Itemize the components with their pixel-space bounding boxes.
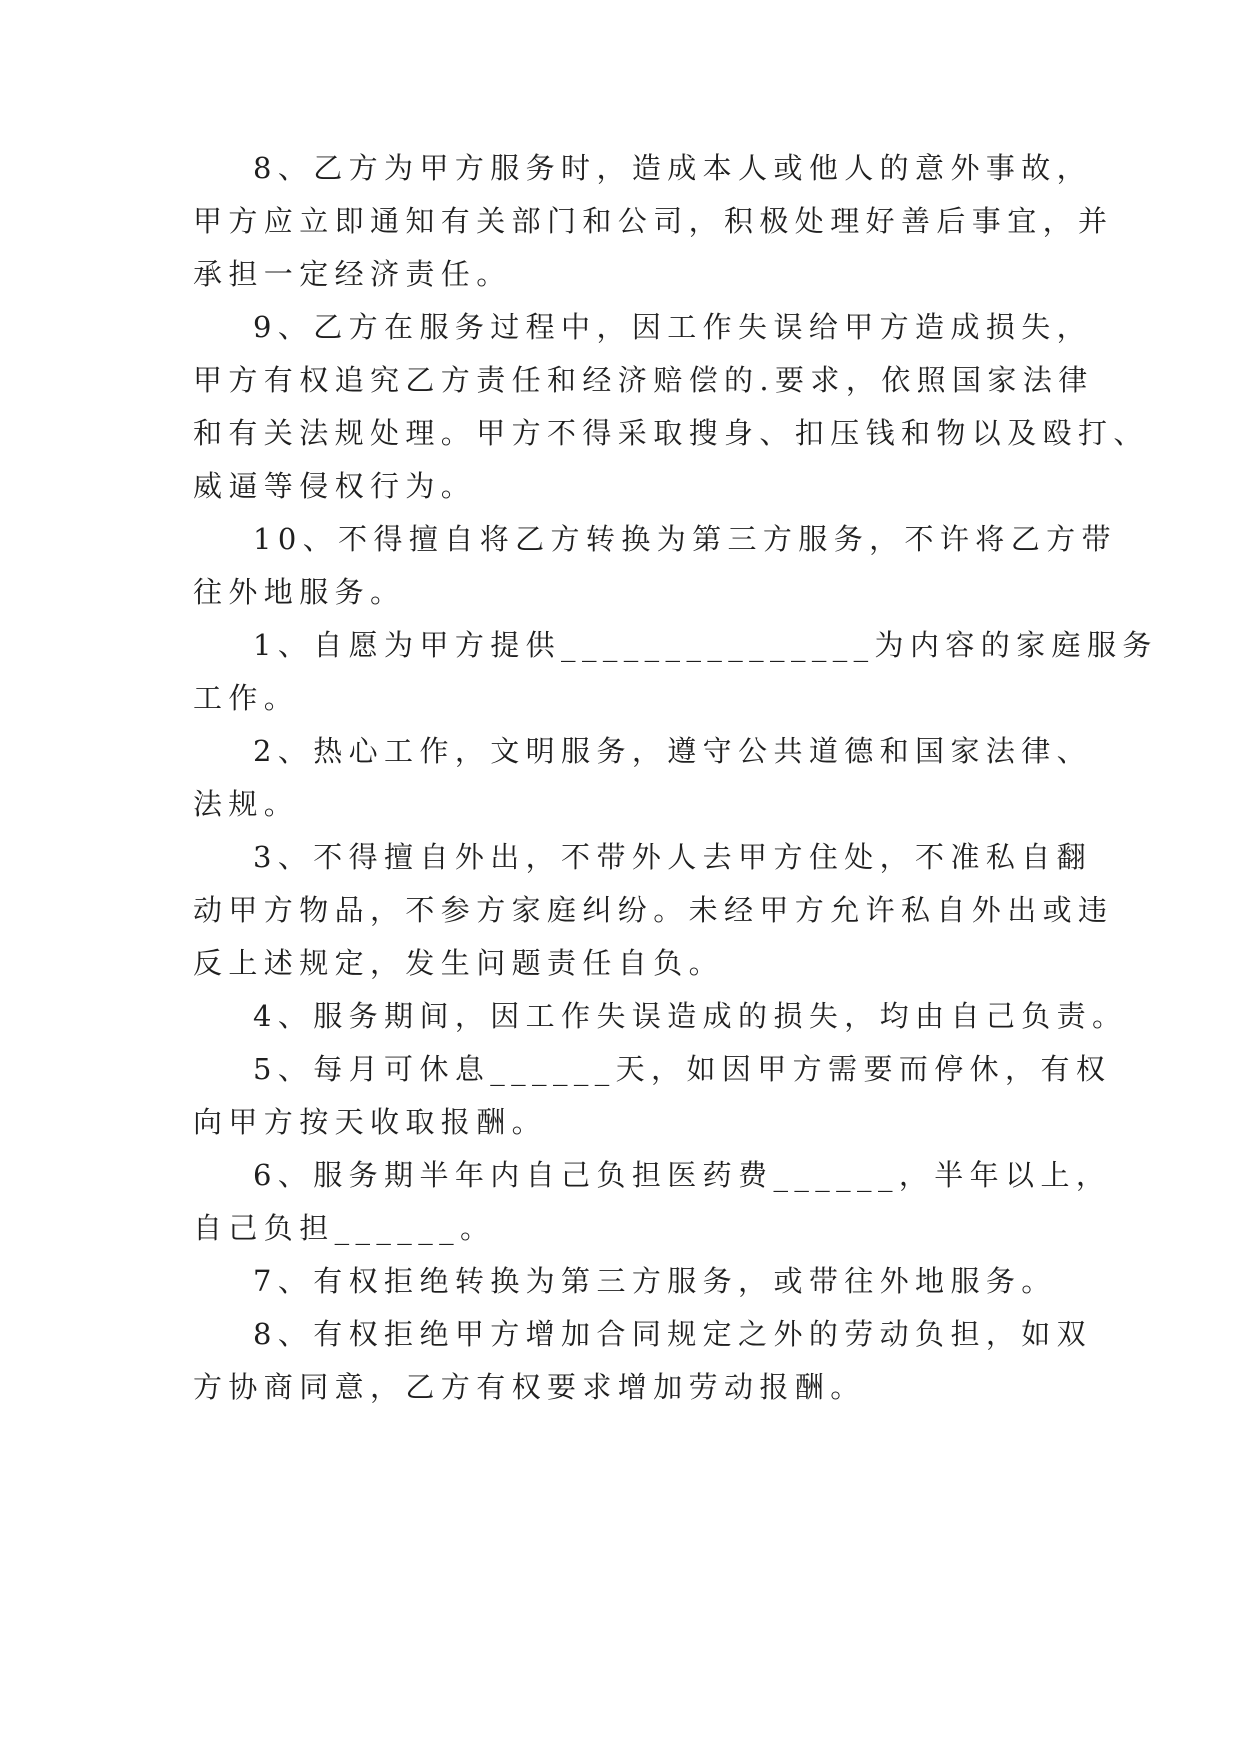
paragraph-line: 7、有权拒绝转换为第三方服务，或带往外地服务。	[253, 1264, 1057, 1298]
paragraph-line: 甲方有权追究乙方责任和经济赔偿的.要求，依照国家法律	[193, 363, 1094, 397]
paragraph-line: 方协商同意，乙方有权要求增加劳动报酬。	[193, 1370, 866, 1404]
paragraph-line: 5、每月可休息______天，如因甲方需要而停休，有权	[253, 1052, 1112, 1086]
paragraph-line: 威逼等侵权行为。	[193, 469, 477, 503]
paragraph-line: 工作。	[193, 681, 300, 715]
paragraph-line: 10、不得擅自将乙方转换为第三方服务，不许将乙方带	[253, 522, 1117, 556]
paragraph-line: 3、不得擅自外出，不带外人去甲方住处，不准私自翻	[253, 840, 1093, 874]
paragraph-line: 和有关法规处理。甲方不得采取搜身、扣压钱和物以及殴打、	[193, 416, 1149, 450]
paragraph-line: 向甲方按天收取报酬。	[193, 1105, 548, 1139]
paragraph-line: 反上述规定，发生问题责任自负。	[193, 946, 725, 980]
paragraph-line: 8、乙方为甲方服务时，造成本人或他人的意外事故，	[253, 151, 1093, 185]
paragraph-line: 6、服务期半年内自己负担医药费______，半年以上，	[253, 1158, 1112, 1192]
paragraph-line: 甲方应立即通知有关部门和公司，积极处理好善后事宜，并	[193, 204, 1114, 238]
paragraph-line: 动甲方物品，不参方家庭纠纷。未经甲方允许私自外出或违	[193, 893, 1114, 927]
paragraph-line: 4、服务期间，因工作失误造成的损失，均由自己负责。	[253, 999, 1128, 1033]
paragraph-line: 自己负担______。	[193, 1211, 496, 1245]
paragraph-line: 8、有权拒绝甲方增加合同规定之外的劳动负担，如双	[253, 1317, 1093, 1351]
paragraph-line: 承担一定经济责任。	[193, 257, 512, 291]
paragraph-line: 往外地服务。	[193, 575, 406, 609]
paragraph-line: 2、热心工作，文明服务，遵守公共道德和国家法律、	[253, 734, 1093, 768]
paragraph-line: 9、乙方在服务过程中，因工作失误给甲方造成损失，	[253, 310, 1093, 344]
paragraph-line: 1、自愿为甲方提供_______________为内容的家庭服务	[253, 628, 1158, 662]
paragraph-line: 法规。	[193, 787, 300, 821]
